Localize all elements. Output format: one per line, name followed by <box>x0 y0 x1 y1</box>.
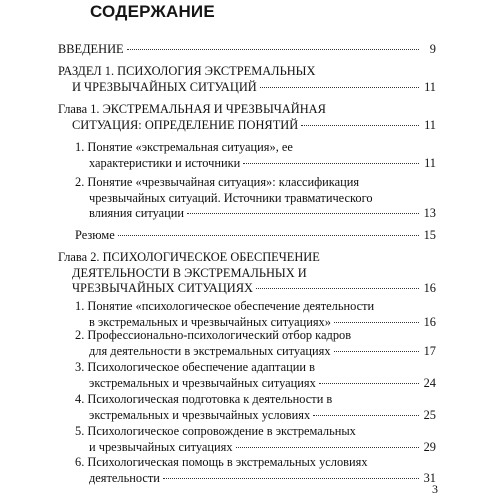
toc-entry-line: влияния ситуации <box>89 206 185 220</box>
toc-entry <box>75 140 436 171</box>
toc-page-number: 13 <box>423 206 436 220</box>
toc-entry <box>58 42 436 58</box>
toc-entry <box>75 228 436 244</box>
toc-page-number: 15 <box>423 228 436 242</box>
toc-entry-line: 4. Психологическая подготовка к деятельности в <box>75 392 333 406</box>
dot-leader <box>334 322 419 323</box>
toc-entry-line: экстремальных и чрезвычайных ситуациях <box>89 375 316 390</box>
dot-leader <box>334 351 419 352</box>
toc-page-number: 11 <box>424 79 436 94</box>
dot-leader <box>118 235 419 236</box>
toc-page-number: 9 <box>429 42 436 56</box>
dot-leader <box>313 415 419 416</box>
toc-entry-line: И ЧРЕЗВЫЧАЙНЫХ СИТУАЦИЙ <box>72 79 257 94</box>
toc-entry-line: ВВЕДЕНИЕ <box>58 42 124 56</box>
toc-entry <box>75 455 436 486</box>
toc-entry <box>75 299 436 330</box>
toc-entry <box>75 392 436 423</box>
toc-entry <box>75 360 436 391</box>
toc-page-number: 16 <box>423 281 436 295</box>
toc-page-number: 31 <box>423 470 436 485</box>
toc-entry-line: ЧРЕЗВЫЧАЙНЫХ СИТУАЦИЯХ <box>72 281 253 295</box>
toc-entry <box>58 250 436 297</box>
toc-entry-line: Глава 2. ПСИХОЛОГИЧЕСКОЕ ОБЕСПЕЧЕНИЕ <box>58 250 320 264</box>
toc-entry-line: РАЗДЕЛ 1. ПСИХОЛОГИЯ ЭКСТРЕМАЛЬНЫХ <box>58 64 316 78</box>
toc-entry-line: СИТУАЦИЯ: ОПРЕДЕЛЕНИЕ ПОНЯТИЙ <box>72 117 299 132</box>
toc-page-number: 25 <box>423 407 436 422</box>
toc-entry-line: Резюме <box>75 228 115 242</box>
dot-leader <box>256 288 419 289</box>
dot-leader <box>319 383 419 384</box>
dot-leader <box>243 163 419 164</box>
dot-leader <box>260 87 419 88</box>
toc-entry-line: характеристики и источники <box>89 155 241 170</box>
dot-leader <box>163 478 419 479</box>
dot-leader <box>127 49 419 50</box>
toc-page-number: 11 <box>424 155 436 170</box>
toc-entry-line: 1. Понятие «психологическое обеспечение деятельности <box>75 299 375 313</box>
toc-entry-line: 1. Понятие «экстремальная ситуация», ее <box>75 140 293 154</box>
toc-entry-line: 2. Понятие «чрезвычайная ситуация»: классификация <box>75 175 360 189</box>
toc-entry-line: 2. Профессионально-психологический отбор кадров <box>75 328 352 342</box>
dot-leader <box>236 447 419 448</box>
toc-entry-line: чрезвычайных ситуаций. Источники травматического <box>89 190 373 205</box>
toc-page-number: 16 <box>423 314 436 329</box>
toc-entry-line: 6. Психологическая помощь в экстремальных условиях <box>75 455 368 469</box>
toc-entry-line: деятельности <box>89 470 160 485</box>
toc-entry <box>58 102 436 133</box>
toc-entry-line: ДЕЯТЕЛЬНОСТИ В ЭКСТРЕМАЛЬНЫХ И <box>72 265 307 280</box>
toc-entry-line: 3. Психологическое обеспечение адаптации в <box>75 360 315 374</box>
dot-leader <box>187 213 419 214</box>
toc-entry-line: для деятельности в экстремальных ситуациях <box>89 343 331 358</box>
toc-entry <box>75 424 436 455</box>
toc-entry <box>75 328 436 359</box>
page-title: СОДЕРЖАНИЕ <box>90 2 215 21</box>
page-number: 3 <box>432 482 438 496</box>
dot-leader <box>301 125 419 126</box>
toc-entry <box>75 175 436 222</box>
toc-page-number: 11 <box>424 117 436 132</box>
toc-entry-line: экстремальных и чрезвычайных условиях <box>89 407 311 422</box>
toc-entry-line: 5. Психологическое сопровождение в экстремальных <box>75 424 356 438</box>
toc-entry-line: и чрезвычайных ситуациях <box>89 439 233 454</box>
toc-entry <box>58 64 436 95</box>
toc-entry-line: в экстремальных и чрезвычайных ситуациях» <box>89 314 331 329</box>
toc-page-number: 17 <box>423 343 436 358</box>
toc-page-number: 29 <box>423 439 436 454</box>
toc-entry-line: Глава 1. ЭКСТРЕМАЛЬНАЯ И ЧРЕЗВЫЧАЙНАЯ <box>58 102 326 116</box>
toc-page-number: 24 <box>423 375 436 390</box>
